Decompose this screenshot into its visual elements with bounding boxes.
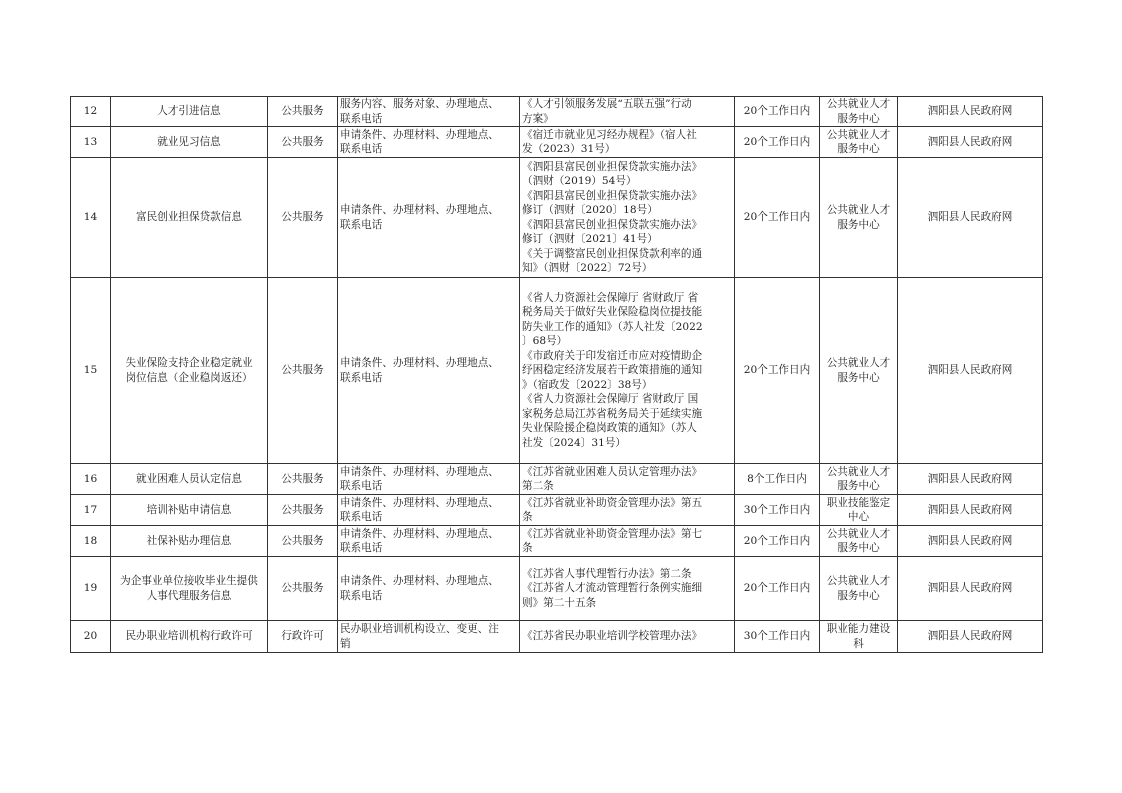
- responsible-department: 公共就业人才 服务中心: [820, 557, 898, 621]
- row-number: 18: [71, 526, 111, 557]
- time-limit: 20个工作日内: [735, 97, 820, 127]
- item-name: 失业保险支持企业稳定就业 岗位信息（企业稳岗返还）: [111, 278, 268, 464]
- publish-channel: 泗阳县人民政府网: [898, 495, 1043, 526]
- time-limit: 20个工作日内: [735, 557, 820, 621]
- item-content: 申请条件、办理材料、办理地点、 联系电话: [338, 526, 520, 557]
- item-category: 公共服务: [268, 557, 338, 621]
- table-body: [71, 97, 1043, 653]
- item-name: 就业困难人员认定信息: [111, 464, 268, 495]
- table-row: [71, 621, 1043, 653]
- responsible-department: 公共就业人才 服务中心: [820, 278, 898, 464]
- item-content: 申请条件、办理材料、办理地点、 联系电话: [338, 127, 520, 158]
- time-limit: 20个工作日内: [735, 127, 820, 158]
- legal-basis: 《江苏省就业补助资金管理办法》第五 条: [520, 495, 735, 526]
- item-category: 行政许可: [268, 621, 338, 653]
- row-number: 15: [71, 278, 111, 464]
- responsible-department: 公共就业人才 服务中心: [820, 158, 898, 278]
- legal-basis: 《泗阳县富民创业担保贷款实施办法》 （泗财（2019）54号） 《泗阳县富民创业担保贷款实施办法》 修订（泗财〔2020〕18号） 《泗阳县富民创业担保贷款实施办法》 修订（泗财〔2021〕41号） 《关于调整富民创业担保贷款利率的通 知》（泗财〔2022〕72号）: [520, 158, 735, 278]
- item-category: 公共服务: [268, 526, 338, 557]
- disclosure-table: [70, 96, 1043, 653]
- table-row: [71, 557, 1043, 621]
- legal-basis: 《宿迁市就业见习经办规程》（宿人社 发（2023）31号）: [520, 127, 735, 158]
- time-limit: 20个工作日内: [735, 526, 820, 557]
- item-category: 公共服务: [268, 278, 338, 464]
- row-number: 13: [71, 127, 111, 158]
- item-category: 公共服务: [268, 495, 338, 526]
- item-name: 就业见习信息: [111, 127, 268, 158]
- table-row: [71, 127, 1043, 158]
- publish-channel: 泗阳县人民政府网: [898, 158, 1043, 278]
- item-content: 申请条件、办理材料、办理地点、 联系电话: [338, 158, 520, 278]
- row-number: 16: [71, 464, 111, 495]
- item-content: 申请条件、办理材料、办理地点、 联系电话: [338, 557, 520, 621]
- item-name: 培训补贴申请信息: [111, 495, 268, 526]
- responsible-department: 职业能力建设 科: [820, 621, 898, 653]
- time-limit: 20个工作日内: [735, 278, 820, 464]
- table-row: [71, 278, 1043, 464]
- legal-basis: 《江苏省民办职业培训学校管理办法》: [520, 621, 735, 653]
- time-limit: 20个工作日内: [735, 158, 820, 278]
- item-name: 人才引进信息: [111, 97, 268, 127]
- row-number: 12: [71, 97, 111, 127]
- table-row: [71, 495, 1043, 526]
- table-row: [71, 464, 1043, 495]
- legal-basis: 《江苏省就业困难人员认定管理办法》 第二条: [520, 464, 735, 495]
- item-content: 申请条件、办理材料、办理地点、 联系电话: [338, 278, 520, 464]
- item-category: 公共服务: [268, 97, 338, 127]
- publish-channel: 泗阳县人民政府网: [898, 127, 1043, 158]
- responsible-department: 公共就业人才 服务中心: [820, 526, 898, 557]
- time-limit: 30个工作日内: [735, 495, 820, 526]
- item-name: 民办职业培训机构行政许可: [111, 621, 268, 653]
- item-name: 社保补贴办理信息: [111, 526, 268, 557]
- legal-basis: 《江苏省人事代理暂行办法》第二条 《江苏省人才流动管理暂行条例实施细 则》第二十五条: [520, 557, 735, 621]
- row-number: 14: [71, 158, 111, 278]
- item-category: 公共服务: [268, 127, 338, 158]
- row-number: 17: [71, 495, 111, 526]
- responsible-department: 职业技能鉴定 中心: [820, 495, 898, 526]
- item-content: 民办职业培训机构设立、变更、注 销: [338, 621, 520, 653]
- item-content: 申请条件、办理材料、办理地点、 联系电话: [338, 464, 520, 495]
- row-number: 19: [71, 557, 111, 621]
- item-category: 公共服务: [268, 158, 338, 278]
- publish-channel: 泗阳县人民政府网: [898, 278, 1043, 464]
- item-name: 为企事业单位接收毕业生提供 人事代理服务信息: [111, 557, 268, 621]
- item-name: 富民创业担保贷款信息: [111, 158, 268, 278]
- item-category: 公共服务: [268, 464, 338, 495]
- item-content: 申请条件、办理材料、办理地点、 联系电话: [338, 495, 520, 526]
- legal-basis: 《人才引领服务发展“五联五强”行动 方案》: [520, 97, 735, 127]
- responsible-department: 公共就业人才 服务中心: [820, 127, 898, 158]
- table-row: [71, 526, 1043, 557]
- legal-basis: 《省人力资源社会保障厅 省财政厅 省 税务局关于做好失业保险稳岗位提技能 防失业工作的通知》（苏人社发〔2022 〕68号） 《市政府关于印发宿迁市应对疫情助企 纾困稳定经济发展若干政策措施的通知 》（宿政发〔2022〕38号） 《省人力资源社会保障厅 省财政厅 国 家税务总局江苏省税务局关于延续实施 失业保险援企稳岗政策的通知》（苏人 社发〔2024〕31号）: [520, 278, 735, 464]
- publish-channel: 泗阳县人民政府网: [898, 557, 1043, 621]
- publish-channel: 泗阳县人民政府网: [898, 621, 1043, 653]
- legal-basis: 《江苏省就业补助资金管理办法》第七 条: [520, 526, 735, 557]
- publish-channel: 泗阳县人民政府网: [898, 526, 1043, 557]
- responsible-department: 公共就业人才 服务中心: [820, 464, 898, 495]
- table-row: [71, 158, 1043, 278]
- responsible-department: 公共就业人才 服务中心: [820, 97, 898, 127]
- table-row: [71, 97, 1043, 127]
- time-limit: 8个工作日内: [735, 464, 820, 495]
- publish-channel: 泗阳县人民政府网: [898, 97, 1043, 127]
- item-content: 服务内容、服务对象、办理地点、 联系电话: [338, 97, 520, 127]
- row-number: 20: [71, 621, 111, 653]
- time-limit: 30个工作日内: [735, 621, 820, 653]
- publish-channel: 泗阳县人民政府网: [898, 464, 1043, 495]
